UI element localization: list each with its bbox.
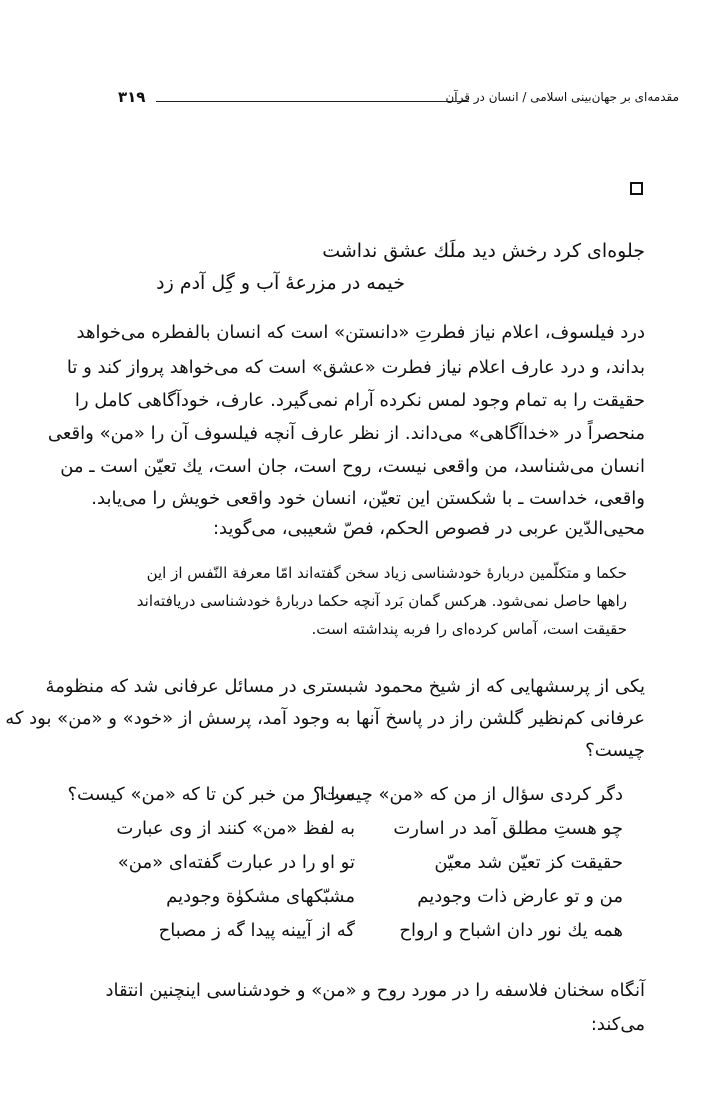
paragraph2-line: عرفانی کم‌نظیر گلشن راز در پاسخ آنها به وجود آمد، پرسش از «خود» و «من» بود که (5, 708, 645, 729)
quote-line: حقیقت است، آماس کرده‌ای را فربه پنداشته است. (311, 620, 627, 638)
paragraph1-line: درد فیلسوف، اعلام نیاز فطرتِ «دانستن» است که انسان بالفطره می‌خواهد (76, 322, 645, 343)
paragraph1-line: واقعی، خداست ـ با شکستن این تعیّن، انسان خود واقعی خویش را می‌یابد. (91, 488, 645, 509)
poem-right-hemistich: چو هستِ مطلق آمد در اسارت (393, 818, 623, 839)
paragraph3-line: می‌کند: (590, 1014, 645, 1035)
opening-verse-line-1: جلوه‌ای کرد رخش دید ملَك عشق نداشت (322, 240, 645, 262)
paragraph1-line: انسان می‌شناسد، من واقعی نیست، روح است، جان است، یك تعیّن است ـ من (60, 456, 645, 477)
poem-left-hemistich: به لفظ «من» کنند از وی عبارت (116, 818, 355, 839)
opening-verse-line-2: خیمه در مزرعهٔ آب و گِل آدم زد (156, 272, 405, 294)
poem-left-hemistich: تو او را در عبارت گفته‌ای «من» (117, 852, 355, 873)
poem-right-hemistich: دگر کردی سؤال از من که «من» چیست؟ (312, 784, 623, 805)
header-rule (156, 101, 469, 102)
quote-line: حکما و متکلّمین دربارهٔ خودشناسی زیاد سخن گفته‌اند امّا معرفة النّفس از این (146, 564, 627, 582)
section-marker-icon (630, 182, 643, 195)
page-number: ۳۱۹ (118, 88, 146, 106)
running-header (118, 88, 679, 110)
quote-line: راهها حاصل نمی‌شود. هرکس گمان بَرد آنچه حکما دربارهٔ خودشناسی دریافته‌اند (136, 592, 627, 610)
paragraph2-line: چیست؟ (585, 740, 645, 761)
paragraph3-line: آنگاه سخنان فلاسفه را در مورد روح و «من» و خودشناسی اینچنین انتقاد (105, 980, 645, 1001)
paragraph1-line: منحصراً در «خداآگاهی» می‌داند. از نظر عارف آنچه فیلسوف آن را «من» واقعی (47, 423, 645, 444)
paragraph1-line: حقیقت را به تمام وجود لمس نکرده آرام نمی‌گیرد. عارف، خودآگاهی کامل را (74, 390, 645, 411)
poem-right-hemistich: حقیقت کز تعیّن شد معیّن (434, 852, 623, 873)
running-title: مقدمه‌ای بر جهان‌بینی اسلامی / انسان در قرآن (445, 90, 679, 104)
paragraph1-line: بداند، و درد عارف اعلام نیاز فطرت «عشق» است که می‌خواهد پرواز کند و تا (66, 357, 645, 378)
poem-right-hemistich: من و تو عارض ذات وجودیم (417, 886, 623, 907)
poem-left-hemistich: مشبّکهای مشکوٰة وجودیم (166, 886, 355, 907)
poem-left-hemistich: مرا از من خبر کن تا که «من» کیست؟ (67, 784, 355, 805)
poem-right-hemistich: همه یك نور دان اشباح و ارواح (399, 920, 623, 941)
paragraph2-line: یکی از پرسشهایی که از شیخ محمود شبستری در مسائل عرفانی شد که منظومهٔ (45, 676, 645, 697)
poem-left-hemistich: گه از آیینه پیدا گه ز مصباح (158, 920, 355, 941)
paragraph1-line: محیی‌الدّین عربی در فصوص الحکم، فصّ شعیبی، می‌گوید: (212, 518, 645, 539)
